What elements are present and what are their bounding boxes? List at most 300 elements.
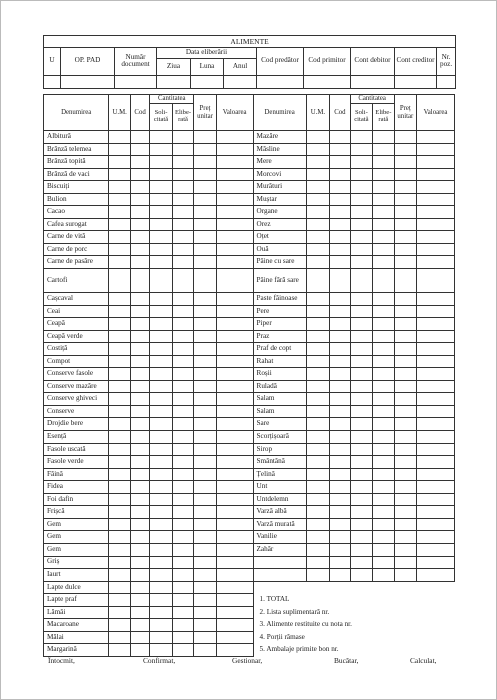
- field-cod-right[interactable]: [330, 318, 350, 331]
- field-solicitata-left[interactable]: [150, 343, 172, 356]
- field-cod-left[interactable]: [130, 355, 149, 368]
- field-pret-right[interactable]: [394, 330, 416, 343]
- field-valoarea-right[interactable]: [417, 343, 455, 356]
- field-pret-left[interactable]: [194, 368, 216, 381]
- field-solicitata-right[interactable]: [350, 131, 372, 144]
- field-valoarea-left[interactable]: [216, 405, 253, 418]
- field-um-left[interactable]: [109, 143, 130, 156]
- field-eliberata-right[interactable]: [373, 143, 394, 156]
- field-eliberata-left[interactable]: [172, 355, 193, 368]
- field-pret-left[interactable]: [194, 543, 216, 556]
- field-pret-left[interactable]: [194, 606, 216, 619]
- field-cod-primitor[interactable]: [304, 75, 351, 88]
- field-solicitata-left[interactable]: [150, 493, 172, 506]
- field-solicitata-right[interactable]: [350, 293, 372, 306]
- field-pret-left[interactable]: [194, 243, 216, 256]
- field-eliberata-left[interactable]: [172, 330, 193, 343]
- field-um-right[interactable]: [306, 368, 330, 381]
- field-solicitata-left[interactable]: [150, 156, 172, 169]
- field-valoarea-left[interactable]: [216, 330, 253, 343]
- field-valoarea-right[interactable]: [417, 231, 455, 244]
- field-um-left[interactable]: [109, 193, 130, 206]
- field-pret-left[interactable]: [194, 293, 216, 306]
- field-pret-right[interactable]: [394, 431, 416, 444]
- field-pret-right[interactable]: [394, 293, 416, 306]
- field-pret-right[interactable]: [394, 456, 416, 469]
- field-eliberata-left[interactable]: [172, 644, 193, 657]
- field-pret-left[interactable]: [194, 193, 216, 206]
- field-cod-left[interactable]: [130, 606, 149, 619]
- field-cod-left[interactable]: [130, 318, 149, 331]
- field-solicitata-left[interactable]: [150, 405, 172, 418]
- field-eliberata-left[interactable]: [172, 305, 193, 318]
- field-eliberata-right[interactable]: [373, 193, 394, 206]
- field-cod-left[interactable]: [130, 269, 149, 293]
- field-cod-right[interactable]: [330, 206, 350, 219]
- field-solicitata-left[interactable]: [150, 456, 172, 469]
- field-cod-left[interactable]: [130, 644, 149, 657]
- field-um-left[interactable]: [109, 431, 130, 444]
- field-cod-left[interactable]: [130, 418, 149, 431]
- field-valoarea-right[interactable]: [417, 143, 455, 156]
- field-cod-right[interactable]: [330, 231, 350, 244]
- field-cod-left[interactable]: [130, 619, 149, 632]
- field-valoarea-left[interactable]: [216, 594, 253, 607]
- field-numar-document[interactable]: [115, 75, 157, 88]
- field-solicitata-left[interactable]: [150, 206, 172, 219]
- field-eliberata-left[interactable]: [172, 594, 193, 607]
- field-pret-right[interactable]: [394, 318, 416, 331]
- field-cod-right[interactable]: [330, 556, 350, 569]
- field-eliberata-right[interactable]: [373, 493, 394, 506]
- field-valoarea-left[interactable]: [216, 631, 253, 644]
- field-pret-left[interactable]: [194, 644, 216, 657]
- field-eliberata-left[interactable]: [172, 143, 193, 156]
- field-valoarea-left[interactable]: [216, 619, 253, 632]
- field-cod-right[interactable]: [330, 569, 350, 582]
- field-solicitata-left[interactable]: [150, 619, 172, 632]
- field-pret-right[interactable]: [394, 355, 416, 368]
- field-valoarea-right[interactable]: [417, 293, 455, 306]
- field-pret-right[interactable]: [394, 380, 416, 393]
- field-eliberata-left[interactable]: [172, 218, 193, 231]
- field-pret-right[interactable]: [394, 531, 416, 544]
- field-eliberata-left[interactable]: [172, 543, 193, 556]
- field-um-left[interactable]: [109, 380, 130, 393]
- field-eliberata-right[interactable]: [373, 156, 394, 169]
- field-um-right[interactable]: [306, 269, 330, 293]
- field-um-right[interactable]: [306, 355, 330, 368]
- field-pret-left[interactable]: [194, 594, 216, 607]
- field-eliberata-right[interactable]: [373, 355, 394, 368]
- field-um-left[interactable]: [109, 269, 130, 293]
- field-solicitata-left[interactable]: [150, 305, 172, 318]
- field-eliberata-left[interactable]: [172, 168, 193, 181]
- field-eliberata-left[interactable]: [172, 481, 193, 494]
- field-cod-left[interactable]: [130, 506, 149, 519]
- field-eliberata-left[interactable]: [172, 405, 193, 418]
- field-valoarea-left[interactable]: [216, 256, 253, 269]
- field-um-right[interactable]: [306, 506, 330, 519]
- field-um-left[interactable]: [109, 518, 130, 531]
- field-valoarea-right[interactable]: [417, 543, 455, 556]
- field-cod-left[interactable]: [130, 594, 149, 607]
- field-cod-right[interactable]: [330, 131, 350, 144]
- field-cod-left[interactable]: [130, 305, 149, 318]
- field-solicitata-left[interactable]: [150, 606, 172, 619]
- field-eliberata-left[interactable]: [172, 193, 193, 206]
- field-cod-left[interactable]: [130, 393, 149, 406]
- field-pret-right[interactable]: [394, 131, 416, 144]
- field-valoarea-left[interactable]: [216, 343, 253, 356]
- field-valoarea-right[interactable]: [417, 468, 455, 481]
- field-pret-left[interactable]: [194, 181, 216, 194]
- field-pret-right[interactable]: [394, 443, 416, 456]
- field-solicitata-right[interactable]: [350, 418, 372, 431]
- field-eliberata-left[interactable]: [172, 581, 193, 594]
- field-cod-left[interactable]: [130, 581, 149, 594]
- field-pret-left[interactable]: [194, 131, 216, 144]
- field-op-pad[interactable]: [61, 75, 115, 88]
- field-cod-predator[interactable]: [257, 75, 304, 88]
- field-cod-right[interactable]: [330, 456, 350, 469]
- field-um-right[interactable]: [306, 481, 330, 494]
- field-valoarea-right[interactable]: [417, 431, 455, 444]
- field-eliberata-left[interactable]: [172, 619, 193, 632]
- field-cod-left[interactable]: [130, 543, 149, 556]
- field-eliberata-right[interactable]: [373, 443, 394, 456]
- field-pret-right[interactable]: [394, 418, 416, 431]
- field-eliberata-right[interactable]: [373, 569, 394, 582]
- field-pret-right[interactable]: [394, 143, 416, 156]
- field-pret-left[interactable]: [194, 156, 216, 169]
- field-um-left[interactable]: [109, 168, 130, 181]
- field-pret-left[interactable]: [194, 456, 216, 469]
- field-valoarea-right[interactable]: [417, 168, 455, 181]
- field-cod-left[interactable]: [130, 518, 149, 531]
- field-pret-right[interactable]: [394, 556, 416, 569]
- field-pret-right[interactable]: [394, 305, 416, 318]
- field-eliberata-right[interactable]: [373, 431, 394, 444]
- field-um-left[interactable]: [109, 606, 130, 619]
- field-pret-left[interactable]: [194, 206, 216, 219]
- field-cod-right[interactable]: [330, 156, 350, 169]
- field-um-right[interactable]: [306, 556, 330, 569]
- field-um-left[interactable]: [109, 418, 130, 431]
- field-eliberata-left[interactable]: [172, 443, 193, 456]
- field-eliberata-left[interactable]: [172, 231, 193, 244]
- field-cod-right[interactable]: [330, 380, 350, 393]
- field-eliberata-left[interactable]: [172, 256, 193, 269]
- field-valoarea-right[interactable]: [417, 556, 455, 569]
- field-valoarea-right[interactable]: [417, 305, 455, 318]
- field-valoarea-left[interactable]: [216, 156, 253, 169]
- field-eliberata-left[interactable]: [172, 343, 193, 356]
- field-pret-right[interactable]: [394, 156, 416, 169]
- field-um-right[interactable]: [306, 243, 330, 256]
- field-cod-right[interactable]: [330, 368, 350, 381]
- field-valoarea-left[interactable]: [216, 193, 253, 206]
- field-cod-left[interactable]: [130, 631, 149, 644]
- field-solicitata-left[interactable]: [150, 193, 172, 206]
- field-solicitata-left[interactable]: [150, 168, 172, 181]
- field-cod-left[interactable]: [130, 368, 149, 381]
- field-pret-right[interactable]: [394, 343, 416, 356]
- field-eliberata-left[interactable]: [172, 293, 193, 306]
- field-solicitata-left[interactable]: [150, 131, 172, 144]
- field-eliberata-right[interactable]: [373, 305, 394, 318]
- field-valoarea-left[interactable]: [216, 418, 253, 431]
- field-valoarea-right[interactable]: [417, 493, 455, 506]
- field-valoarea-right[interactable]: [417, 380, 455, 393]
- field-pret-right[interactable]: [394, 181, 416, 194]
- field-solicitata-left[interactable]: [150, 531, 172, 544]
- field-valoarea-left[interactable]: [216, 206, 253, 219]
- field-valoarea-left[interactable]: [216, 393, 253, 406]
- field-pret-right[interactable]: [394, 481, 416, 494]
- field-um-right[interactable]: [306, 131, 330, 144]
- field-valoarea-right[interactable]: [417, 569, 455, 582]
- field-um-right[interactable]: [306, 256, 330, 269]
- field-um-left[interactable]: [109, 330, 130, 343]
- field-cod-right[interactable]: [330, 343, 350, 356]
- field-cod-left[interactable]: [130, 143, 149, 156]
- field-eliberata-left[interactable]: [172, 156, 193, 169]
- field-valoarea-left[interactable]: [216, 543, 253, 556]
- field-valoarea-right[interactable]: [417, 418, 455, 431]
- field-solicitata-right[interactable]: [350, 193, 372, 206]
- field-solicitata-right[interactable]: [350, 380, 372, 393]
- field-valoarea-right[interactable]: [417, 531, 455, 544]
- field-pret-left[interactable]: [194, 506, 216, 519]
- field-cod-right[interactable]: [330, 143, 350, 156]
- field-cod-right[interactable]: [330, 243, 350, 256]
- field-pret-left[interactable]: [194, 619, 216, 632]
- field-cod-left[interactable]: [130, 481, 149, 494]
- field-valoarea-left[interactable]: [216, 468, 253, 481]
- field-pret-left[interactable]: [194, 468, 216, 481]
- field-solicitata-left[interactable]: [150, 481, 172, 494]
- field-eliberata-left[interactable]: [172, 493, 193, 506]
- field-eliberata-right[interactable]: [373, 330, 394, 343]
- field-cod-left[interactable]: [130, 468, 149, 481]
- field-solicitata-right[interactable]: [350, 269, 372, 293]
- field-solicitata-right[interactable]: [350, 405, 372, 418]
- field-valoarea-left[interactable]: [216, 644, 253, 657]
- field-pret-right[interactable]: [394, 218, 416, 231]
- field-um-left[interactable]: [109, 156, 130, 169]
- field-eliberata-right[interactable]: [373, 293, 394, 306]
- field-eliberata-right[interactable]: [373, 206, 394, 219]
- field-solicitata-right[interactable]: [350, 443, 372, 456]
- field-valoarea-left[interactable]: [216, 305, 253, 318]
- field-um-left[interactable]: [109, 368, 130, 381]
- field-um-right[interactable]: [306, 231, 330, 244]
- field-um-right[interactable]: [306, 305, 330, 318]
- field-um-left[interactable]: [109, 181, 130, 194]
- field-um-right[interactable]: [306, 318, 330, 331]
- field-valoarea-right[interactable]: [417, 193, 455, 206]
- field-eliberata-right[interactable]: [373, 318, 394, 331]
- field-valoarea-right[interactable]: [417, 405, 455, 418]
- field-um-right[interactable]: [306, 168, 330, 181]
- field-cod-left[interactable]: [130, 456, 149, 469]
- field-cod-left[interactable]: [130, 556, 149, 569]
- field-valoarea-left[interactable]: [216, 269, 253, 293]
- field-eliberata-right[interactable]: [373, 393, 394, 406]
- field-cod-right[interactable]: [330, 543, 350, 556]
- field-cod-right[interactable]: [330, 531, 350, 544]
- field-pret-right[interactable]: [394, 168, 416, 181]
- field-cod-right[interactable]: [330, 443, 350, 456]
- field-valoarea-right[interactable]: [417, 368, 455, 381]
- field-eliberata-left[interactable]: [172, 518, 193, 531]
- field-valoarea-right[interactable]: [417, 456, 455, 469]
- field-solicitata-right[interactable]: [350, 168, 372, 181]
- field-valoarea-right[interactable]: [417, 481, 455, 494]
- field-um-left[interactable]: [109, 405, 130, 418]
- field-valoarea-left[interactable]: [216, 443, 253, 456]
- field-solicitata-right[interactable]: [350, 493, 372, 506]
- field-valoarea-right[interactable]: [417, 506, 455, 519]
- field-pret-left[interactable]: [194, 218, 216, 231]
- field-pret-right[interactable]: [394, 231, 416, 244]
- field-um-right[interactable]: [306, 456, 330, 469]
- field-um-left[interactable]: [109, 468, 130, 481]
- field-valoarea-right[interactable]: [417, 218, 455, 231]
- field-cod-left[interactable]: [130, 206, 149, 219]
- field-cont-creditor[interactable]: [395, 75, 437, 88]
- field-um-left[interactable]: [109, 343, 130, 356]
- field-cod-right[interactable]: [330, 330, 350, 343]
- field-solicitata-left[interactable]: [150, 181, 172, 194]
- field-um-left[interactable]: [109, 231, 130, 244]
- field-um-left[interactable]: [109, 443, 130, 456]
- field-valoarea-right[interactable]: [417, 243, 455, 256]
- field-valoarea-right[interactable]: [417, 518, 455, 531]
- field-um-left[interactable]: [109, 581, 130, 594]
- field-pret-left[interactable]: [194, 269, 216, 293]
- field-cod-left[interactable]: [130, 431, 149, 444]
- field-ziua[interactable]: [157, 75, 191, 88]
- field-solicitata-left[interactable]: [150, 269, 172, 293]
- field-solicitata-right[interactable]: [350, 355, 372, 368]
- field-solicitata-right[interactable]: [350, 481, 372, 494]
- field-eliberata-left[interactable]: [172, 368, 193, 381]
- field-solicitata-right[interactable]: [350, 569, 372, 582]
- field-cod-left[interactable]: [130, 168, 149, 181]
- field-solicitata-left[interactable]: [150, 218, 172, 231]
- field-pret-left[interactable]: [194, 318, 216, 331]
- field-eliberata-left[interactable]: [172, 431, 193, 444]
- field-solicitata-left[interactable]: [150, 418, 172, 431]
- field-cod-left[interactable]: [130, 231, 149, 244]
- field-solicitata-left[interactable]: [150, 594, 172, 607]
- field-um-right[interactable]: [306, 330, 330, 343]
- field-eliberata-right[interactable]: [373, 380, 394, 393]
- field-um-left[interactable]: [109, 569, 130, 582]
- field-um-right[interactable]: [306, 380, 330, 393]
- field-eliberata-right[interactable]: [373, 506, 394, 519]
- field-solicitata-right[interactable]: [350, 456, 372, 469]
- field-pret-right[interactable]: [394, 243, 416, 256]
- field-solicitata-right[interactable]: [350, 156, 372, 169]
- field-um-right[interactable]: [306, 293, 330, 306]
- field-pret-left[interactable]: [194, 330, 216, 343]
- field-cod-left[interactable]: [130, 569, 149, 582]
- field-eliberata-left[interactable]: [172, 531, 193, 544]
- field-pret-left[interactable]: [194, 518, 216, 531]
- field-solicitata-right[interactable]: [350, 531, 372, 544]
- field-valoarea-left[interactable]: [216, 168, 253, 181]
- field-cod-right[interactable]: [330, 481, 350, 494]
- field-solicitata-right[interactable]: [350, 543, 372, 556]
- field-valoarea-right[interactable]: [417, 269, 455, 293]
- field-um-right[interactable]: [306, 493, 330, 506]
- field-solicitata-right[interactable]: [350, 181, 372, 194]
- field-eliberata-left[interactable]: [172, 380, 193, 393]
- field-um-left[interactable]: [109, 131, 130, 144]
- field-solicitata-left[interactable]: [150, 518, 172, 531]
- field-pret-left[interactable]: [194, 380, 216, 393]
- field-cod-left[interactable]: [130, 380, 149, 393]
- field-pret-right[interactable]: [394, 543, 416, 556]
- field-valoarea-left[interactable]: [216, 380, 253, 393]
- field-valoarea-right[interactable]: [417, 393, 455, 406]
- field-luna[interactable]: [191, 75, 224, 88]
- field-eliberata-left[interactable]: [172, 206, 193, 219]
- field-solicitata-left[interactable]: [150, 256, 172, 269]
- field-um-right[interactable]: [306, 418, 330, 431]
- field-valoarea-left[interactable]: [216, 456, 253, 469]
- field-valoarea-left[interactable]: [216, 181, 253, 194]
- field-eliberata-right[interactable]: [373, 218, 394, 231]
- field-cod-right[interactable]: [330, 193, 350, 206]
- field-cod-right[interactable]: [330, 393, 350, 406]
- field-cod-left[interactable]: [130, 293, 149, 306]
- field-pret-right[interactable]: [394, 518, 416, 531]
- field-solicitata-left[interactable]: [150, 293, 172, 306]
- field-cont-debitor[interactable]: [351, 75, 395, 88]
- field-cod-right[interactable]: [330, 293, 350, 306]
- field-um-right[interactable]: [306, 156, 330, 169]
- field-eliberata-right[interactable]: [373, 269, 394, 293]
- field-solicitata-left[interactable]: [150, 506, 172, 519]
- field-um-left[interactable]: [109, 594, 130, 607]
- field-valoarea-right[interactable]: [417, 156, 455, 169]
- field-eliberata-right[interactable]: [373, 456, 394, 469]
- field-um-right[interactable]: [306, 518, 330, 531]
- field-solicitata-left[interactable]: [150, 581, 172, 594]
- field-cod-right[interactable]: [330, 418, 350, 431]
- field-valoarea-left[interactable]: [216, 143, 253, 156]
- field-cod-left[interactable]: [130, 343, 149, 356]
- field-pret-right[interactable]: [394, 206, 416, 219]
- field-eliberata-right[interactable]: [373, 243, 394, 256]
- field-um-right[interactable]: [306, 181, 330, 194]
- field-eliberata-right[interactable]: [373, 256, 394, 269]
- field-solicitata-left[interactable]: [150, 330, 172, 343]
- field-cod-right[interactable]: [330, 168, 350, 181]
- field-eliberata-right[interactable]: [373, 556, 394, 569]
- field-solicitata-left[interactable]: [150, 143, 172, 156]
- field-pret-left[interactable]: [194, 556, 216, 569]
- field-valoarea-left[interactable]: [216, 569, 253, 582]
- field-eliberata-left[interactable]: [172, 631, 193, 644]
- field-eliberata-left[interactable]: [172, 269, 193, 293]
- field-valoarea-right[interactable]: [417, 355, 455, 368]
- field-um-right[interactable]: [306, 143, 330, 156]
